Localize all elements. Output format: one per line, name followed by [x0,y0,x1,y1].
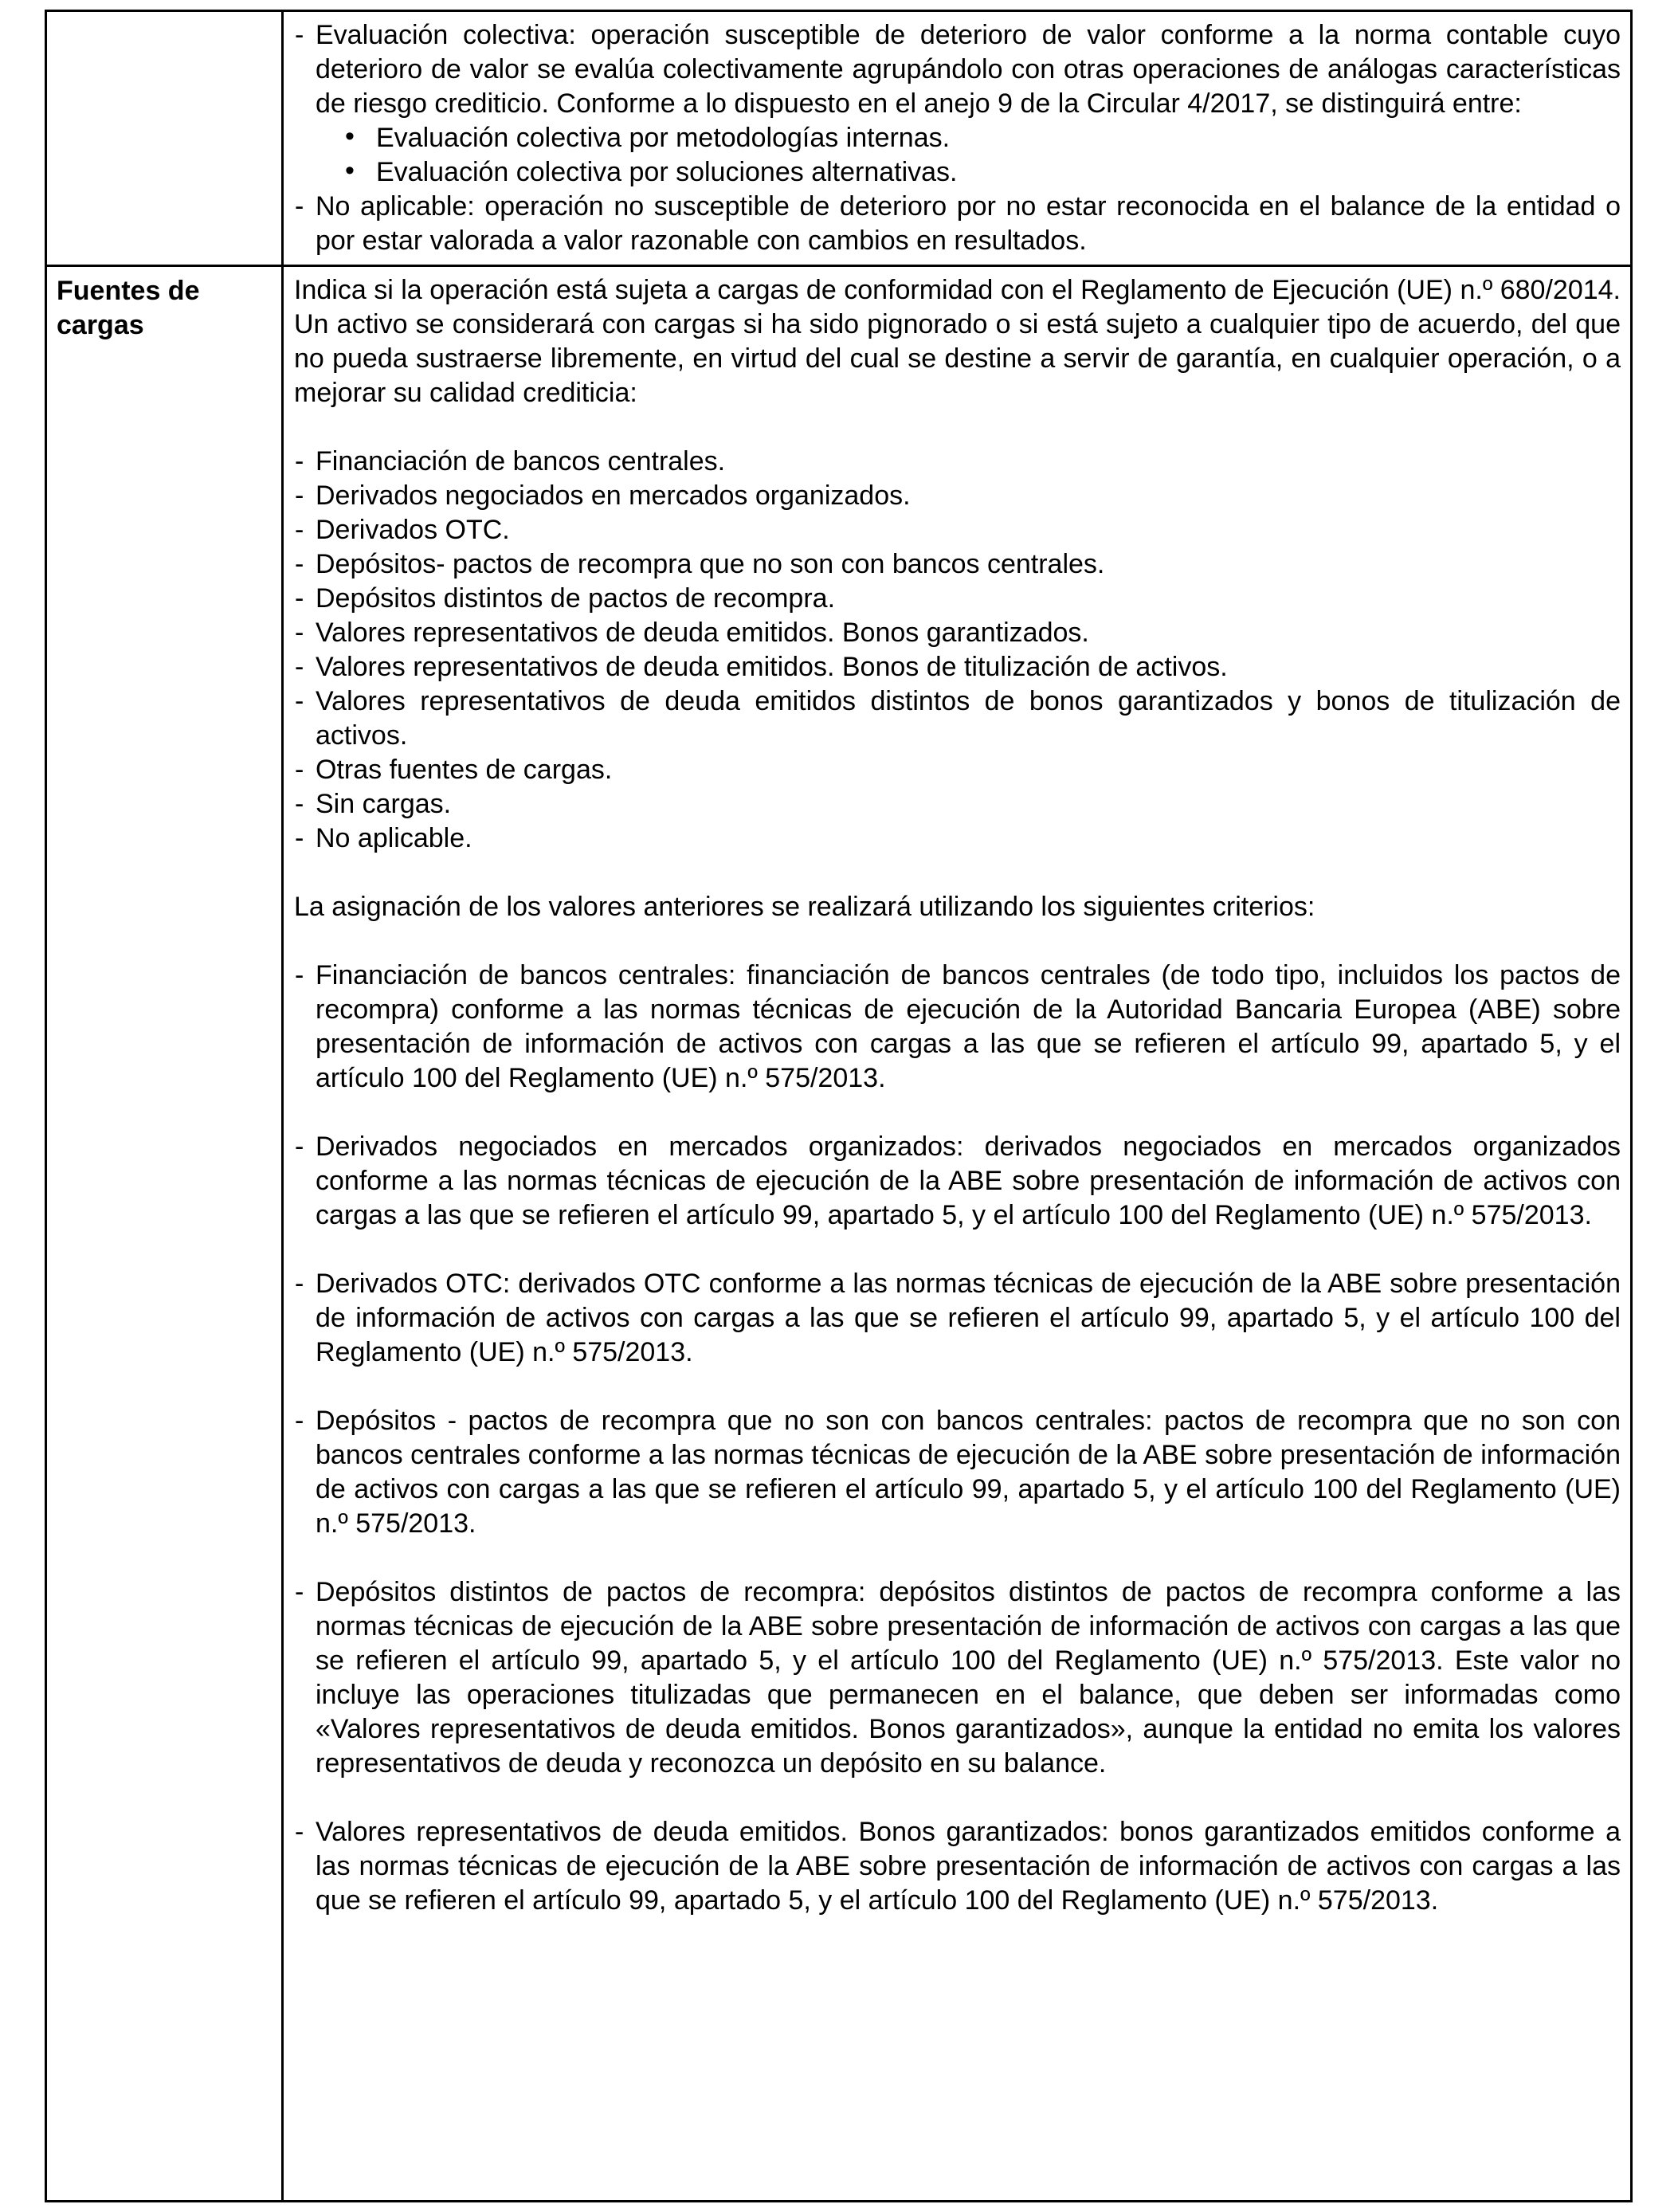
list-item-alternative-solutions [294,155,1621,190]
value-item-text: Depósitos distintos de pactos de recompra. [316,583,836,614]
value-item-text: Derivados negociados en mercados organizados. [316,480,911,511]
dash-marker: - [295,686,304,716]
value-item [294,479,1621,513]
bullet-marker: • [345,155,355,186]
value-item-text: Derivados OTC. [316,515,510,545]
term-cell-empty [47,12,284,265]
criteria-item-text: Derivados negociados en mercados organizados: derivados negociados en mercados organizados conforme a las normas técnicas de ejecución de la ABE sobre presentación de información de activos con cargas a las que se refieren el artículo 99, apartado 5, y el artículo 100 del Reglamento (UE) n.º 575/2013. [316,1131,1621,1230]
dash-marker: - [295,960,304,990]
value-item [294,582,1621,616]
dash-marker: - [295,1131,304,1162]
dash-marker: - [295,515,304,545]
criteria-item-text: Depósitos distintos de pactos de recompra: depósitos distintos de pactos de recompra conforme a las normas técnicas de ejecución de la ABE sobre presentación de información de activos con cargas a las que se refieren el artículo 99, apartado 5, y el artículo 100 del Reglamento (UE) n.º 575/2013. Este valor no incluye las operaciones titulizadas que permanecen en el balance, que deben ser informadas como «Valores representativos de deuda emitidos. Bonos garantizados», aunque la entidad no emita los valores representativos de deuda y reconozca un depósito en su balance. [316,1577,1621,1779]
list-item-text: Evaluación colectiva: operación susceptible de deterioro de valor conforme a la norma contable cuyo deterioro de valor se evalúa colectivamente agrupándolo con otras operaciones de análogas características de riesgo crediticio. Conforme a lo dispuesto en el anejo 9 de la Circular 4/2017, se distinguirá entre: [316,20,1621,119]
value-item-text: Financiación de bancos centrales. [316,446,726,477]
dash-marker: - [295,549,304,579]
bullet-marker: • [345,121,355,151]
value-item [294,616,1621,650]
criteria-item-otc-derivatives [294,1267,1621,1370]
list-item-text: No aplicable: operación no susceptible de deterioro por no estar reconocida en el balance de la entidad o por estar valorada a valor razonable con cambios en resultados. [316,191,1621,256]
values-list [294,445,1621,856]
value-item [294,445,1621,479]
value-item-text: Valores representativos de deuda emitidos. Bonos de titulización de activos. [316,652,1228,682]
list-item-text: Evaluación colectiva por metodologías internas. [376,123,951,153]
term-cell [47,267,284,2200]
criteria-item-repo-deposits [294,1404,1621,1541]
dash-marker: - [295,191,304,222]
value-item [294,513,1621,547]
table-row-continuation [47,12,1630,265]
list-item-not-applicable [294,190,1621,258]
list-item-text: Evaluación colectiva por soluciones alternativas. [376,157,958,187]
criteria-item-text: Depósitos - pactos de recompra que no son con bancos centrales: pactos de recompra que no son con bancos centrales conforme a las normas técnicas de ejecución de la ABE sobre presentación de información de activos con cargas a las que se refieren el artículo 99, apartado 5, y el artículo 100 del Reglamento (UE) n.º 575/2013. [316,1406,1621,1539]
definition-table [45,10,1633,2202]
value-item-text: Valores representativos de deuda emitidos. Bonos garantizados. [316,618,1089,648]
dash-marker: - [295,755,304,785]
criteria-item-non-repo-deposits [294,1575,1621,1781]
dash-marker: - [295,618,304,648]
dash-marker: - [295,652,304,682]
list-item-internal-methodologies [294,121,1621,155]
criteria-item-central-bank-funding [294,959,1621,1096]
criteria-item-exchange-traded-derivatives [294,1130,1621,1233]
value-item-text: Sin cargas. [316,789,452,819]
dash-marker: - [295,1269,304,1299]
dash-marker: - [295,20,304,50]
value-item-text: Otras fuentes de cargas. [316,755,613,785]
criteria-item-text: Financiación de bancos centrales: financiación de bancos centrales (de todo tipo, incluidos los pactos de recompra) conforme a las normas técnicas de ejecución de la Autoridad Bancaria Europea (ABE) sobre presentación de información de activos con cargas a las que se refieren el artículo 99, apartado 5, y el artículo 100 del Reglamento (UE) n.º 575/2013. [316,960,1621,1093]
value-item [294,684,1621,753]
term-label: Fuentes de cargas [57,276,200,340]
value-item [294,753,1621,787]
dash-marker: - [295,1406,304,1436]
dash-marker: - [295,823,304,853]
criteria-item-text: Valores representativos de deuda emitidos. Bonos garantizados: bonos garantizados emitidos conforme a las normas técnicas de ejecución de la ABE sobre presentación de información de activos con cargas a las que se refieren el artículo 99, apartado 5, y el artículo 100 del Reglamento (UE) n.º 575/2013. [316,1817,1621,1916]
dash-marker: - [295,583,304,614]
value-item [294,787,1621,822]
dash-marker: - [295,480,304,511]
definition-cell [284,267,1630,2200]
criteria-intro: La asignación de los valores anteriores se realizará utilizando los siguientes criterios: [294,892,1315,922]
dash-marker: - [295,1577,304,1607]
definition-cell-continuation [284,12,1630,265]
table-row-fuentes-de-cargas [47,265,1630,2200]
value-item-text: Valores representativos de deuda emitidos distintos de bonos garantizados y bonos de titulización de activos. [316,686,1621,751]
list-item-collective-assessment [294,18,1621,121]
criteria-item-covered-bonds [294,1815,1621,1918]
dash-marker: - [295,789,304,819]
value-item-text: Depósitos- pactos de recompra que no son con bancos centrales. [316,549,1105,579]
value-item-text: No aplicable. [316,823,472,853]
value-item [294,650,1621,684]
criteria-item-text: Derivados OTC: derivados OTC conforme a las normas técnicas de ejecución de la ABE sobre presentación de información de activos con cargas a las que se refieren el artículo 99, apartado 5, y el artículo 100 del Reglamento (UE) n.º 575/2013. [316,1269,1621,1367]
value-item [294,822,1621,856]
dash-marker: - [295,446,304,477]
intro-paragraph: Indica si la operación está sujeta a cargas de conformidad con el Reglamento de Ejecución (UE) n.º 680/2014. Un activo se considerará con cargas si ha sido pignorado o si está sujeto a cualquier tipo de acuerdo, del que no pueda sustraerse libremente, en virtud del cual se destine a servir de garantía, en cualquier operación, o a mejorar su calidad crediticia: [294,275,1621,408]
dash-marker: - [295,1817,304,1847]
value-item [294,547,1621,582]
